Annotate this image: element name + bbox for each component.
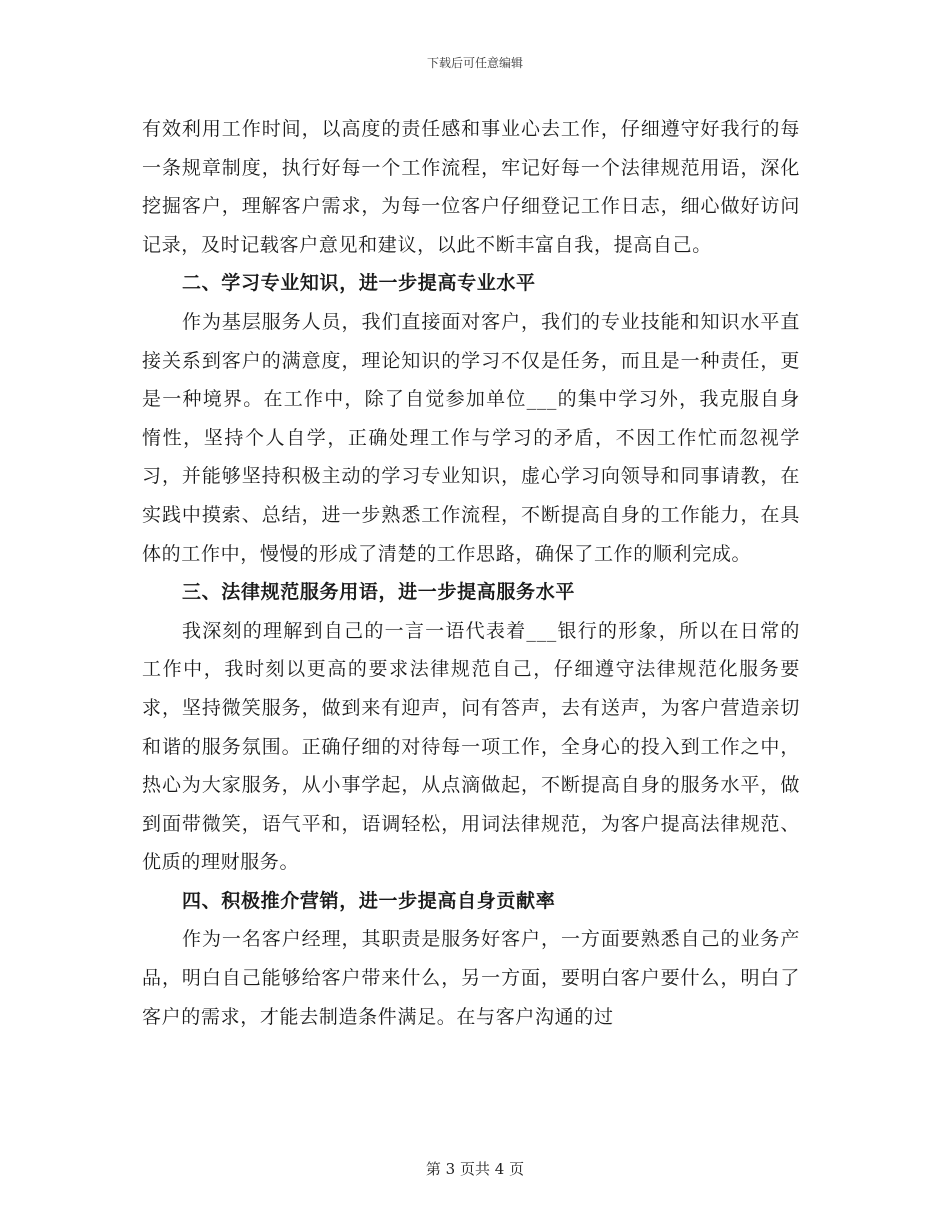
paragraph-1: 有效利用工作时间，以高度的责任感和事业心去工作，仔细遵守好我行的每一条规章制度，执行好每一个工作流程，牢记好每一个法律规范用语，深化挖掘客户，理解客户需求，为每一位客户仔细登记工作日志，细心做好访问记录，及时记载客户意见和建议，以此不断丰富自我，提高自己。	[142, 118, 800, 256]
page-footer: 第 3 页共 4 页	[425, 1160, 525, 1178]
section-heading-2: 二、学习专业知识，进一步提高专业水平	[182, 272, 536, 295]
paragraph-2: 作为基层服务人员，我们直接面对客户，我们的专业技能和知识水平直接关系到客户的满意度，理论知识的学习不仅是任务，而且是一种责任，更是一种境界。在工作中，除了自觉参加单位___的集中学习外，我克服自身惰性，坚持个人自学，正确处理工作与学习的矛盾，不因工作忙而忽视学习，并能够坚持积极主动的学习专业知识，虚心学习向领导和同事请教，在实践中摸索、总结，进一步熟悉工作流程，不断提高自身的工作能力，在具体的工作中，慢慢的形成了清楚的工作思路，确保了工作的顺利完成。	[142, 310, 800, 565]
paragraph-3: 我深刻的理解到自己的一言一语代表着___银行的形象，所以在日常的工作中，我时刻以更高的要求法律规范自己，仔细遵守法律规范化服务要求，坚持微笑服务，做到来有迎声，问有答声，去有送声，为客户营造亲切和谐的服务氛围。正确仔细的对待每一项工作，全身心的投入到工作之中，热心为大家服务，从小事学起，从点滴做起，不断提高自身的服务水平，做到面带微笑，语气平和，语调轻松，用词法律规范，为客户提高法律规范、优质的理财服务。	[142, 619, 800, 874]
page-header: 下载后可任意编辑	[426, 56, 523, 70]
document-body	[142, 110, 800, 1036]
section-heading-4: 四、积极推介营销，进一步提高自身贡献率	[182, 889, 556, 912]
paragraph-4: 作为一名客户经理，其职责是服务好客户，一方面要熟悉自己的业务产品，明白自己能够给客户带来什么，另一方面，要明白客户要什么，明白了客户的需求，才能去制造条件满足。在与客户沟通的过	[142, 928, 800, 1028]
section-heading-3: 三、法律规范服务用语，进一步提高服务水平	[182, 581, 576, 604]
